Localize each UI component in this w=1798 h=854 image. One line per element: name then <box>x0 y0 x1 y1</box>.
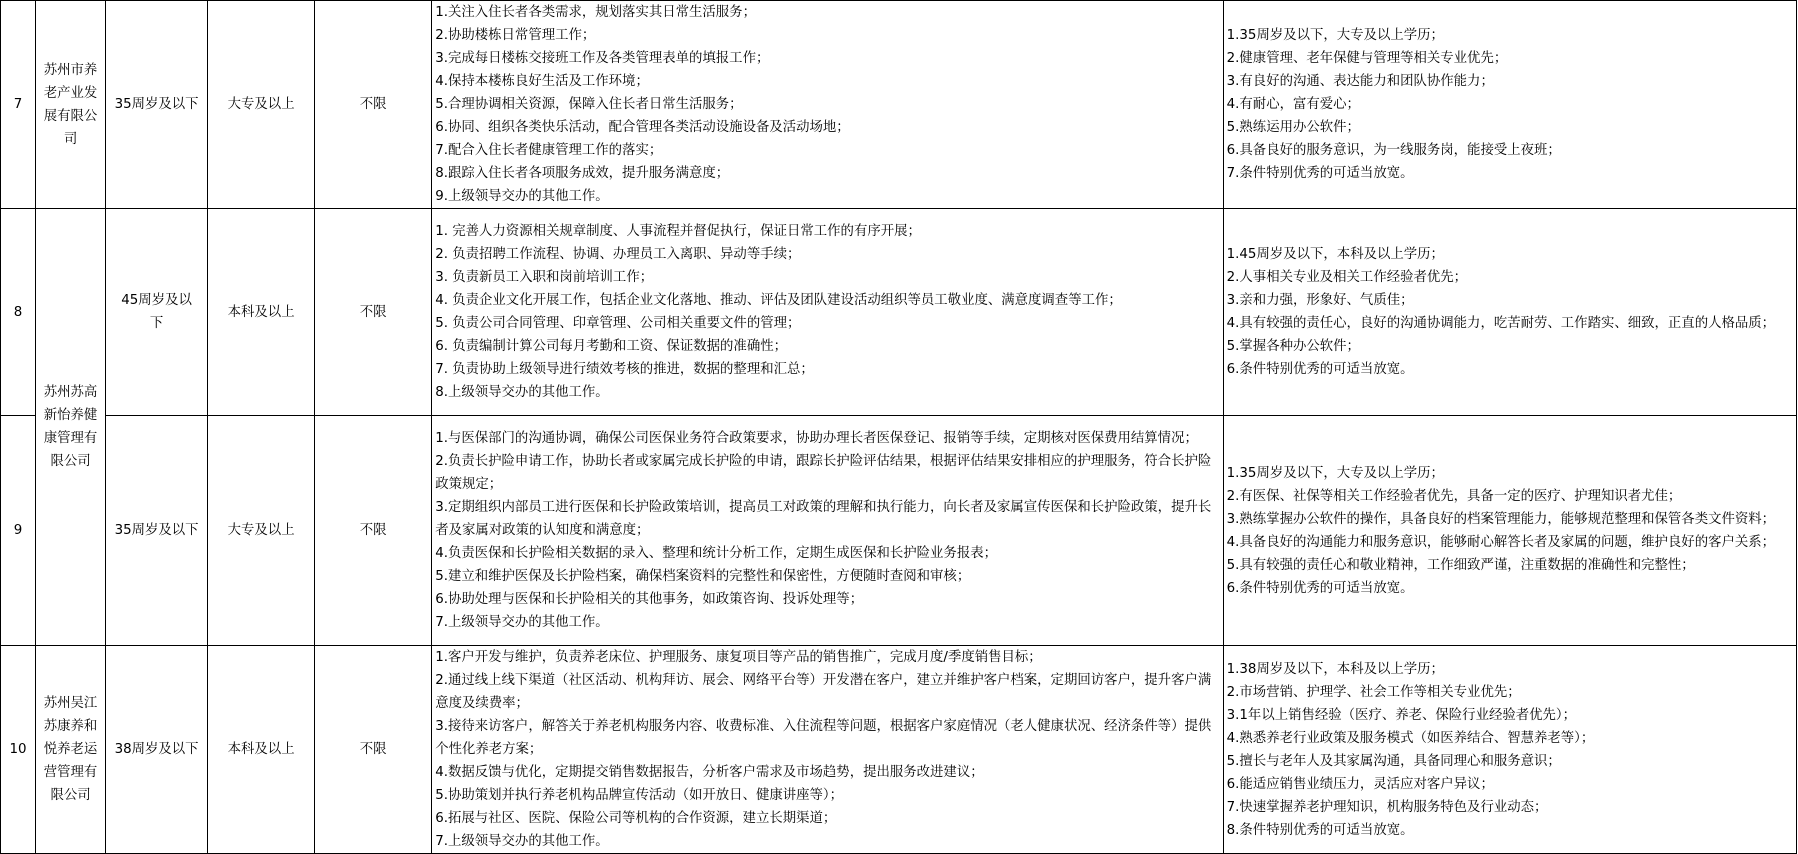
requirement-item: 7.快速掌握养老护理知识，机构服务特色及行业动态； <box>1226 799 1548 815</box>
duty-item: 6. 负责编制计算公司每月考勤和工资、保证数据的准确性； <box>435 339 787 354</box>
requirement-item: 5.熟练运用办公软件； <box>1226 120 1360 135</box>
duty-item: 4.数据反馈与优化，定期提交销售数据报告，分析客户需求及市场趋势，提出服务改进建议； <box>435 765 984 780</box>
requirement-item: 2.市场营销、护理学、社会工作等相关专业优先； <box>1226 684 1521 700</box>
duty-item: 5.协助策划并执行养老机构品牌宣传活动（如开放日、健康讲座等）； <box>435 788 843 803</box>
requirement-item: 3.亲和力强，形象好、气质佳； <box>1226 293 1414 308</box>
job-requirements <box>1223 209 1796 416</box>
duty-item: 7.上级领导交办的其他工作。 <box>435 834 609 849</box>
company-name: 苏州苏高新怡养健康管理有限公司 <box>36 209 106 646</box>
duty-item: 6.协同、组织各类快乐活动，配合管理各类活动设施设备及活动场地； <box>435 120 850 135</box>
duty-item: 2. 负责招聘工作流程、协调、办理员工入离职、异动等手续； <box>435 247 801 262</box>
requirement-item: 5.擅长与老年人及其家属沟通，具备同理心和服务意识； <box>1226 753 1561 769</box>
major-requirement: 不限 <box>315 416 432 646</box>
requirement-item: 7.条件特别优秀的可适当放宽。 <box>1226 166 1414 181</box>
education-requirement: 大专及以上 <box>208 1 315 209</box>
duty-item: 1.关注入住长者各类需求，规划落实其日常生活服务； <box>435 5 756 20</box>
requirement-item: 1.45周岁及以下，本科及以上学历； <box>1226 247 1444 262</box>
duty-item: 9.上级领导交办的其他工作。 <box>435 189 609 204</box>
requirement-item: 4.具备良好的沟通能力和服务意识，能够耐心解答长者及家属的问题，维护良好的客户关系； <box>1226 534 1776 550</box>
duty-item: 3.接待来访客户，解答关于养老机构服务内容、收费标准、入住流程等问题，根据客户家庭情况（老人健康状况、经济条件等）提供个性化养老方案； <box>435 719 1212 757</box>
duty-item: 3.定期组织内部员工进行医保和长护险政策培训，提高员工对政策的理解和执行能力，向长者及家属宣传医保和长护险政策，提升长者及家属对政策的认知度和满意度； <box>435 500 1212 538</box>
education-requirement: 本科及以上 <box>208 209 315 416</box>
table-row <box>1 416 1797 646</box>
row-number: 8 <box>1 209 36 416</box>
duty-item: 1.与医保部门的沟通协调，确保公司医保业务符合政策要求，协助办理长者医保登记、报销等手续，定期核对医保费用结算情况； <box>435 431 1198 446</box>
duty-item: 1. 完善人力资源相关规章制度、人事流程并督促执行，保证日常工作的有序开展； <box>435 224 921 239</box>
duty-item: 8.上级领导交办的其他工作。 <box>435 385 609 400</box>
duty-item: 2.负责长护险申请工作，协助长者或家属完成长护险的申请，跟踪长护险评估结果，根据评估结果安排相应的护理服务，符合长护险政策规定； <box>435 454 1212 492</box>
requirement-item: 6.条件特别优秀的可适当放宽。 <box>1226 580 1414 596</box>
job-duties <box>432 1 1223 209</box>
requirement-item: 1.35周岁及以下，大专及以上学历； <box>1226 465 1444 481</box>
job-duties <box>432 209 1223 416</box>
major-requirement: 不限 <box>315 209 432 416</box>
duty-item: 4. 负责企业文化开展工作，包括企业文化落地、推动、评估及团队建设活动组织等员工敬业度、满意度调查等工作； <box>435 293 1122 308</box>
requirement-item: 4.熟悉养老行业政策及服务模式（如医养结合、智慧养老等）； <box>1226 730 1595 746</box>
duty-item: 5.建立和维护医保及长护险档案，确保档案资料的完整性和保密性，方便随时查阅和审核； <box>435 569 971 584</box>
job-duties <box>432 646 1223 854</box>
requirement-item: 3.熟练掌握办公软件的操作，具备良好的档案管理能力，能够规范整理和保管各类文件资料； <box>1226 511 1776 527</box>
duty-item: 5.合理协调相关资源，保障入住长者日常生活服务； <box>435 97 743 112</box>
requirement-item: 8.条件特别优秀的可适当放宽。 <box>1226 822 1414 838</box>
duty-item: 4.负责医保和长护险相关数据的录入、整理和统计分析工作，定期生成医保和长护险业务报表； <box>435 546 997 561</box>
age-requirement: 45周岁及以下 <box>106 209 208 416</box>
age-requirement: 35周岁及以下 <box>106 416 208 646</box>
row-number: 10 <box>1 646 36 854</box>
major-requirement: 不限 <box>315 646 432 854</box>
requirement-item: 2.人事相关专业及相关工作经验者优先； <box>1226 270 1468 285</box>
duty-item: 2.通过线上线下渠道（社区活动、机构拜访、展会、网络平台等）开发潜在客户，建立并维护客户档案，定期回访客户，提升客户满意度及续费率； <box>435 673 1212 711</box>
education-requirement: 大专及以上 <box>208 416 315 646</box>
duty-item: 5. 负责公司合同管理、印章管理、公司相关重要文件的管理； <box>435 316 801 331</box>
job-requirements <box>1223 646 1796 854</box>
requirement-item: 4.具有较强的责任心，良好的沟通协调能力，吃苦耐劳、工作踏实、细致，正直的人格品质； <box>1226 316 1776 331</box>
row-number: 7 <box>1 1 36 209</box>
row-number: 9 <box>1 416 36 646</box>
requirement-item: 2.健康管理、老年保健与管理等相关专业优先； <box>1226 51 1508 66</box>
duty-item: 3.完成每日楼栋交接班工作及各类管理表单的填报工作； <box>435 51 770 66</box>
requirement-item: 2.有医保、社保等相关工作经验者优先，具备一定的医疗、护理知识者尤佳； <box>1226 488 1682 504</box>
requirement-item: 1.38周岁及以下，本科及以上学历； <box>1226 661 1444 677</box>
major-requirement: 不限 <box>315 1 432 209</box>
duty-item: 2.协助楼栋日常管理工作； <box>435 28 596 43</box>
duty-item: 6.协助处理与医保和长护险相关的其他事务，如政策咨询、投诉处理等； <box>435 592 864 607</box>
table-row <box>1 646 1797 854</box>
requirement-item: 6.具备良好的服务意识，为一线服务岗，能接受上夜班； <box>1226 143 1561 158</box>
requirement-item: 6.能适应销售业绩压力，灵活应对客户异议； <box>1226 776 1494 792</box>
table-row <box>1 1 1797 209</box>
requirement-item: 3.有良好的沟通、表达能力和团队协作能力； <box>1226 74 1494 89</box>
age-requirement: 38周岁及以下 <box>106 646 208 854</box>
duty-item: 1.客户开发与维护，负责养老床位、护理服务、康复项目等产品的销售推广，完成月度/季度销售目标； <box>435 650 1042 665</box>
duty-item: 6.拓展与社区、医院、保险公司等机构的合作资源，建立长期渠道； <box>435 811 837 826</box>
duty-item: 3. 负责新员工入职和岗前培训工作； <box>435 270 654 285</box>
duty-item: 8.跟踪入住长者各项服务成效，提升服务满意度； <box>435 166 730 181</box>
company-name: 苏州吴江苏康养和悦养老运营管理有限公司 <box>36 646 106 854</box>
duty-item: 7. 负责协助上级领导进行绩效考核的推进，数据的整理和汇总； <box>435 362 814 377</box>
requirement-item: 3.1年以上销售经验（医疗、养老、保险行业经验者优先）； <box>1226 707 1576 723</box>
requirement-item: 5.掌握各种办公软件； <box>1226 339 1360 354</box>
job-requirements <box>1223 1 1796 209</box>
requirement-item: 5.具有较强的责任心和敬业精神，工作细致严谨，注重数据的准确性和完整性； <box>1226 557 1695 573</box>
job-duties <box>432 416 1223 646</box>
education-requirement: 本科及以上 <box>208 646 315 854</box>
duty-item: 7.上级领导交办的其他工作。 <box>435 615 609 630</box>
job-requirements <box>1223 416 1796 646</box>
requirement-item: 6.条件特别优秀的可适当放宽。 <box>1226 362 1414 377</box>
requirement-item: 1.35周岁及以下，大专及以上学历； <box>1226 28 1444 43</box>
duty-item: 7.配合入住长者健康管理工作的落实； <box>435 143 663 158</box>
company-name: 苏州市养老产业发展有限公司 <box>36 1 106 209</box>
age-requirement: 35周岁及以下 <box>106 1 208 209</box>
requirement-item: 4.有耐心，富有爱心； <box>1226 97 1360 112</box>
duty-item: 4.保持本楼栋良好生活及工作环境； <box>435 74 649 89</box>
table-row <box>1 209 1797 416</box>
